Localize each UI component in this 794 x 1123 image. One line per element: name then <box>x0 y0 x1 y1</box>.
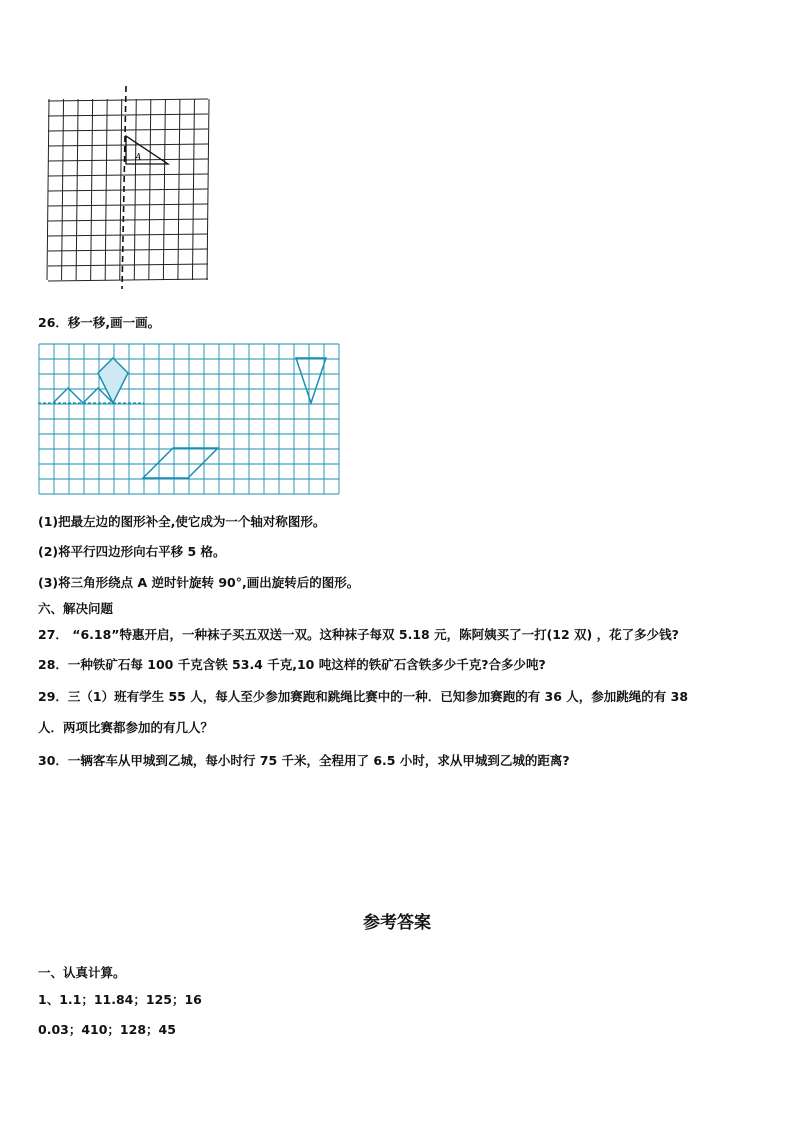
question-28: 28．一种铁矿石每 100 千克含铁 53.4 千克,10 吨这样的铁矿石含铁多少千克?合多少吨? <box>38 657 546 672</box>
grid-line-vertical <box>47 99 49 280</box>
question-29: 29．三（1）班有学生 55 人，每人至少参加赛跑和跳绳比赛中的一种．已知参加赛跑的有 36 人，参加跳绳的有 38 <box>38 689 689 704</box>
parallelogram-shape <box>143 448 218 478</box>
grid-line-horizontal <box>48 189 208 191</box>
grid-line-horizontal <box>48 144 208 146</box>
answers-line-2: 0.03；410；128；45 <box>38 1022 176 1037</box>
grid-line-horizontal <box>48 264 208 266</box>
triangle-shape <box>296 358 326 403</box>
section-6-heading: 六、解决问题 <box>38 601 114 616</box>
grid-line-horizontal <box>48 279 208 281</box>
zigzag-shape <box>53 388 113 403</box>
question-29-continued: 人．两项比赛都参加的有几人？ <box>38 720 214 735</box>
grid-line-horizontal <box>48 159 208 161</box>
instruction-1: (1)把最左边的图形补全,使它成为一个轴对称图形。 <box>38 514 326 529</box>
grid-line-vertical <box>76 99 78 280</box>
translation-grid-figure <box>38 343 342 495</box>
grid-line-horizontal <box>48 219 208 221</box>
grid-line-horizontal <box>48 174 208 176</box>
grid-lines <box>47 99 209 281</box>
grid-line-horizontal <box>48 129 208 131</box>
answers-title: 参考答案 <box>363 913 431 933</box>
instruction-2: (2)将平行四边形向右平移 5 格。 <box>38 544 226 559</box>
question-26-heading: 26．移一移,画一画。 <box>38 315 161 330</box>
grid-line-horizontal <box>48 114 208 116</box>
grid-line-vertical <box>120 99 122 280</box>
grid-line-vertical <box>105 99 107 280</box>
kite-shape <box>98 358 128 403</box>
teal-grid-lines <box>39 344 339 494</box>
grid-line-vertical <box>91 99 93 280</box>
symmetry-axis <box>122 86 126 289</box>
answers-line-1: 1、1.1；11.84；125；16 <box>38 992 202 1007</box>
grid-line-horizontal <box>48 204 208 206</box>
symmetry-grid-figure <box>40 84 230 294</box>
grid-line-vertical <box>62 99 64 280</box>
point-a-label: A <box>135 153 142 163</box>
question-30: 30．一辆客车从甲城到乙城，每小时行 75 千米，全程用了 6.5 小时，求从甲城到乙城的距离? <box>38 753 570 768</box>
grid-line-horizontal <box>48 234 208 236</box>
instruction-3: (3)将三角形绕点 A 逆时针旋转 90°,画出旋转后的图形。 <box>38 575 360 590</box>
grid-line-horizontal <box>48 99 208 101</box>
grid-line-horizontal <box>48 249 208 251</box>
answers-section-1: 一、认真计算。 <box>38 965 126 980</box>
question-27: 27． “6.18”特惠开启，一种袜子买五双送一双。这种袜子每双 5.18 元，陈阿姨买了一打(12 双) ，花了多少钱? <box>38 627 679 642</box>
